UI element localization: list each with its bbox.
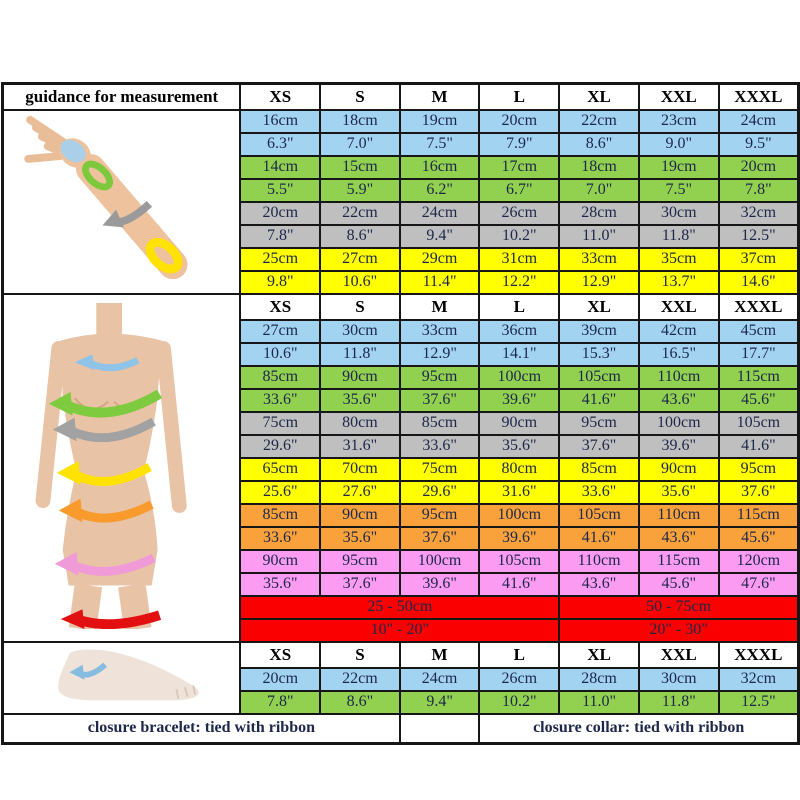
measurement-cell: 10.6" xyxy=(240,343,320,366)
size-header-cell: L xyxy=(479,642,559,668)
measurement-cell: 33.6" xyxy=(400,435,480,458)
size-header-cell: S xyxy=(320,294,400,320)
size-header-cell: XXL xyxy=(639,642,719,668)
measurement-cell: 9.4" xyxy=(400,691,480,714)
measurement-cell: 6.3" xyxy=(240,133,320,156)
measurement-cell: 45.6" xyxy=(639,573,719,596)
measurement-cell: 90cm xyxy=(240,550,320,573)
measurement-cell: 31.6" xyxy=(479,481,559,504)
body-image-cell xyxy=(3,294,241,642)
foot-image-cell xyxy=(3,642,241,714)
measurement-cell: 25cm xyxy=(240,248,320,271)
measurement-cell: 14.1" xyxy=(479,343,559,366)
measurement-cell: 9.0" xyxy=(639,133,719,156)
measurement-cell: 80cm xyxy=(479,458,559,481)
size-header-cell: XL xyxy=(559,642,639,668)
size-header-cell: XXL xyxy=(639,294,719,320)
measurement-cell: 17.7" xyxy=(719,343,799,366)
measurement-cell: 16cm xyxy=(240,110,320,133)
measurement-cell: 95cm xyxy=(559,412,639,435)
foot-image xyxy=(5,646,239,706)
measurement-cell: 26cm xyxy=(479,668,559,691)
measurement-cell: 32cm xyxy=(719,202,799,225)
measurement-cell: 6.2" xyxy=(400,179,480,202)
measurement-cell: 45cm xyxy=(719,320,799,343)
closure-empty-cell xyxy=(400,714,480,744)
measurement-cell: 8.6" xyxy=(559,133,639,156)
measurement-cell: 33.6" xyxy=(559,481,639,504)
measurement-cell: 30cm xyxy=(639,202,719,225)
measurement-cell: 18cm xyxy=(559,156,639,179)
measurement-cell: 10.2" xyxy=(479,225,559,248)
measurement-cell: 35cm xyxy=(639,248,719,271)
measurement-cell: 27cm xyxy=(240,320,320,343)
measurement-cell: 7.5" xyxy=(400,133,480,156)
measurement-cell: 90cm xyxy=(479,412,559,435)
size-header-cell: XL xyxy=(559,294,639,320)
size-header-cell: M xyxy=(400,642,480,668)
measurement-cell: 30cm xyxy=(320,320,400,343)
measurement-cell: 9.5" xyxy=(719,133,799,156)
measurement-cell: 5.5" xyxy=(240,179,320,202)
measurement-cell: 85cm xyxy=(240,504,320,527)
measurement-cell: 95cm xyxy=(400,366,480,389)
size-header-cell: XS xyxy=(240,642,320,668)
measurement-cell: 7.9" xyxy=(479,133,559,156)
measurement-cell: 7.5" xyxy=(639,179,719,202)
measurement-cell: 12.9" xyxy=(400,343,480,366)
size-header-row xyxy=(3,642,799,668)
measurement-cell: 100cm xyxy=(479,366,559,389)
size-header-cell: M xyxy=(400,294,480,320)
measurement-cell: 5.9" xyxy=(320,179,400,202)
measurement-cell: 23cm xyxy=(639,110,719,133)
measurement-cell: 33cm xyxy=(559,248,639,271)
measurement-cell: 43.6" xyxy=(559,573,639,596)
closure-collar-cell: closure collar: tied with ribbon xyxy=(479,714,798,744)
measurement-cell: 39.6" xyxy=(479,527,559,550)
measurement-cell: 37.6" xyxy=(400,389,480,412)
measurement-cell: 41.6" xyxy=(559,389,639,412)
measurement-cell: 35.6" xyxy=(240,573,320,596)
measurement-cell: 41.6" xyxy=(559,527,639,550)
size-header-cell: S xyxy=(320,642,400,668)
closure-bracelet-cell: closure bracelet: tied with ribbon xyxy=(3,714,400,744)
measurement-cell: 16cm xyxy=(400,156,480,179)
measurement-cell: 95cm xyxy=(719,458,799,481)
measurement-cell: 29.6" xyxy=(400,481,480,504)
size-header-cell: XS xyxy=(240,294,320,320)
measurement-cell: 37cm xyxy=(719,248,799,271)
measurement-cell: 105cm xyxy=(719,412,799,435)
measurement-cell: 80cm xyxy=(320,412,400,435)
size-header-cell: XXXL xyxy=(719,642,799,668)
size-header-row xyxy=(3,84,799,111)
measurement-cell: 110cm xyxy=(639,366,719,389)
measurement-cell: 35.6" xyxy=(320,527,400,550)
measurement-cell: 7.0" xyxy=(320,133,400,156)
range-cell-left: 25 - 50cm xyxy=(240,596,559,619)
measurement-cell: 39.6" xyxy=(479,389,559,412)
measurement-cell: 28cm xyxy=(559,668,639,691)
guidance-header-cell: guidance for measurement xyxy=(3,84,241,111)
measurement-cell: 15cm xyxy=(320,156,400,179)
measurement-cell: 12.5" xyxy=(719,225,799,248)
measurement-cell: 29.6" xyxy=(240,435,320,458)
measurement-cell: 8.6" xyxy=(320,225,400,248)
measurement-cell: 9.4" xyxy=(400,225,480,248)
measurement-cell: 33cm xyxy=(400,320,480,343)
measurement-cell: 95cm xyxy=(400,504,480,527)
measurement-cell: 35.6" xyxy=(639,481,719,504)
measurement-cell: 100cm xyxy=(400,550,480,573)
measurement-cell: 105cm xyxy=(559,366,639,389)
size-header-row xyxy=(3,294,799,320)
measurement-cell: 12.2" xyxy=(479,271,559,294)
measurement-cell: 7.0" xyxy=(559,179,639,202)
measurement-cell: 90cm xyxy=(320,504,400,527)
measurement-cell: 115cm xyxy=(639,550,719,573)
measurement-cell: 11.8" xyxy=(320,343,400,366)
measurement-cell: 7.8" xyxy=(240,691,320,714)
left-arm xyxy=(43,348,59,500)
measurement-cell: 11.0" xyxy=(559,225,639,248)
measurement-cell: 30cm xyxy=(639,668,719,691)
measurement-cell: 24cm xyxy=(400,668,480,691)
measurement-cell: 19cm xyxy=(639,156,719,179)
measurement-cell: 37.6" xyxy=(719,481,799,504)
measurement-cell: 45.6" xyxy=(719,389,799,412)
right-arm xyxy=(163,348,179,505)
measurement-cell: 24cm xyxy=(719,110,799,133)
measurement-row xyxy=(3,110,799,133)
measurement-cell: 105cm xyxy=(559,504,639,527)
measurement-cell: 39cm xyxy=(559,320,639,343)
measurement-cell: 35.6" xyxy=(479,435,559,458)
measurement-cell: 20cm xyxy=(240,202,320,225)
measurement-cell: 29cm xyxy=(400,248,480,271)
measurement-cell: 100cm xyxy=(479,504,559,527)
measurement-cell: 37.6" xyxy=(320,573,400,596)
size-header-cell: XS xyxy=(240,84,320,111)
measurement-cell: 11.8" xyxy=(639,225,719,248)
size-header-cell: XXXL xyxy=(719,84,799,111)
neck xyxy=(96,303,122,339)
measurement-cell: 31cm xyxy=(479,248,559,271)
measurement-cell: 85cm xyxy=(559,458,639,481)
measurement-cell: 105cm xyxy=(479,550,559,573)
measurement-cell: 22cm xyxy=(320,202,400,225)
measurement-cell: 6.7" xyxy=(479,179,559,202)
measurement-cell: 110cm xyxy=(559,550,639,573)
range-cell-right: 50 - 75cm xyxy=(559,596,798,619)
measurement-cell: 36cm xyxy=(479,320,559,343)
measurement-cell: 17cm xyxy=(479,156,559,179)
measurement-cell: 90cm xyxy=(639,458,719,481)
measurement-cell: 16.5" xyxy=(639,343,719,366)
measurement-cell: 14.6" xyxy=(719,271,799,294)
measurement-cell: 43.6" xyxy=(639,389,719,412)
size-header-cell: S xyxy=(320,84,400,111)
measurement-cell: 27.6" xyxy=(320,481,400,504)
measurement-cell: 12.5" xyxy=(719,691,799,714)
measurement-cell: 7.8" xyxy=(240,225,320,248)
measurement-cell: 10.6" xyxy=(320,271,400,294)
measurement-cell: 95cm xyxy=(320,550,400,573)
measurement-cell: 75cm xyxy=(240,412,320,435)
measurement-cell: 33.6" xyxy=(240,527,320,550)
size-header-cell: M xyxy=(400,84,480,111)
measurement-cell: 42cm xyxy=(639,320,719,343)
measurement-cell: 11.8" xyxy=(639,691,719,714)
measurement-cell: 31.6" xyxy=(320,435,400,458)
measurement-cell: 27cm xyxy=(320,248,400,271)
measurement-cell: 10.2" xyxy=(479,691,559,714)
arm-image xyxy=(5,112,239,287)
measurement-cell: 37.6" xyxy=(400,527,480,550)
body-image xyxy=(5,303,239,629)
torso xyxy=(60,333,161,585)
measurement-cell: 115cm xyxy=(719,366,799,389)
measurement-cell: 41.6" xyxy=(719,435,799,458)
measurement-cell: 85cm xyxy=(240,366,320,389)
measurement-cell: 47.6" xyxy=(719,573,799,596)
measurement-table-body xyxy=(3,84,799,744)
measurement-cell: 22cm xyxy=(559,110,639,133)
measurement-cell: 110cm xyxy=(639,504,719,527)
measurement-cell: 18cm xyxy=(320,110,400,133)
measurement-table xyxy=(1,82,800,745)
measurement-cell: 22cm xyxy=(320,668,400,691)
measurement-cell: 24cm xyxy=(400,202,480,225)
measurement-cell: 41.6" xyxy=(479,573,559,596)
measurement-cell: 20cm xyxy=(719,156,799,179)
measurement-cell: 19cm xyxy=(400,110,480,133)
measurement-cell: 11.0" xyxy=(559,691,639,714)
measurement-cell: 90cm xyxy=(320,366,400,389)
measurement-cell: 115cm xyxy=(719,504,799,527)
range-cell-right: 20" - 30" xyxy=(559,619,798,642)
measurement-cell: 7.8" xyxy=(719,179,799,202)
measurement-cell: 39.6" xyxy=(400,573,480,596)
measurement-cell: 25.6" xyxy=(240,481,320,504)
measurement-cell: 65cm xyxy=(240,458,320,481)
measurement-cell: 15.3" xyxy=(559,343,639,366)
arm-image-cell xyxy=(3,110,241,294)
measurement-cell: 35.6" xyxy=(320,389,400,412)
measurement-cell: 39.6" xyxy=(639,435,719,458)
size-header-cell: XXXL xyxy=(719,294,799,320)
measurement-cell: 26cm xyxy=(479,202,559,225)
measurement-cell: 12.9" xyxy=(559,271,639,294)
size-header-cell: XXL xyxy=(639,84,719,111)
measurement-cell: 20cm xyxy=(240,668,320,691)
measurement-cell: 9.8" xyxy=(240,271,320,294)
measurement-cell: 100cm xyxy=(639,412,719,435)
measurement-cell: 8.6" xyxy=(320,691,400,714)
measurement-cell: 37.6" xyxy=(559,435,639,458)
measurement-cell: 75cm xyxy=(400,458,480,481)
measurement-cell: 70cm xyxy=(320,458,400,481)
measurement-cell: 85cm xyxy=(400,412,480,435)
size-header-cell: L xyxy=(479,84,559,111)
waist-arrowhead-icon xyxy=(57,461,81,485)
measurement-cell: 120cm xyxy=(719,550,799,573)
size-header-cell: L xyxy=(479,294,559,320)
measurement-cell: 43.6" xyxy=(639,527,719,550)
measurement-cell: 33.6" xyxy=(240,389,320,412)
range-cell-left: 10" - 20" xyxy=(240,619,559,642)
measurement-cell: 13.7" xyxy=(639,271,719,294)
measurement-cell: 45.6" xyxy=(719,527,799,550)
measurement-cell: 28cm xyxy=(559,202,639,225)
measurement-cell: 14cm xyxy=(240,156,320,179)
measurement-cell: 20cm xyxy=(479,110,559,133)
closure-row xyxy=(3,714,799,744)
size-header-cell: XL xyxy=(559,84,639,111)
measurement-cell: 11.4" xyxy=(400,271,480,294)
measurement-cell: 32cm xyxy=(719,668,799,691)
